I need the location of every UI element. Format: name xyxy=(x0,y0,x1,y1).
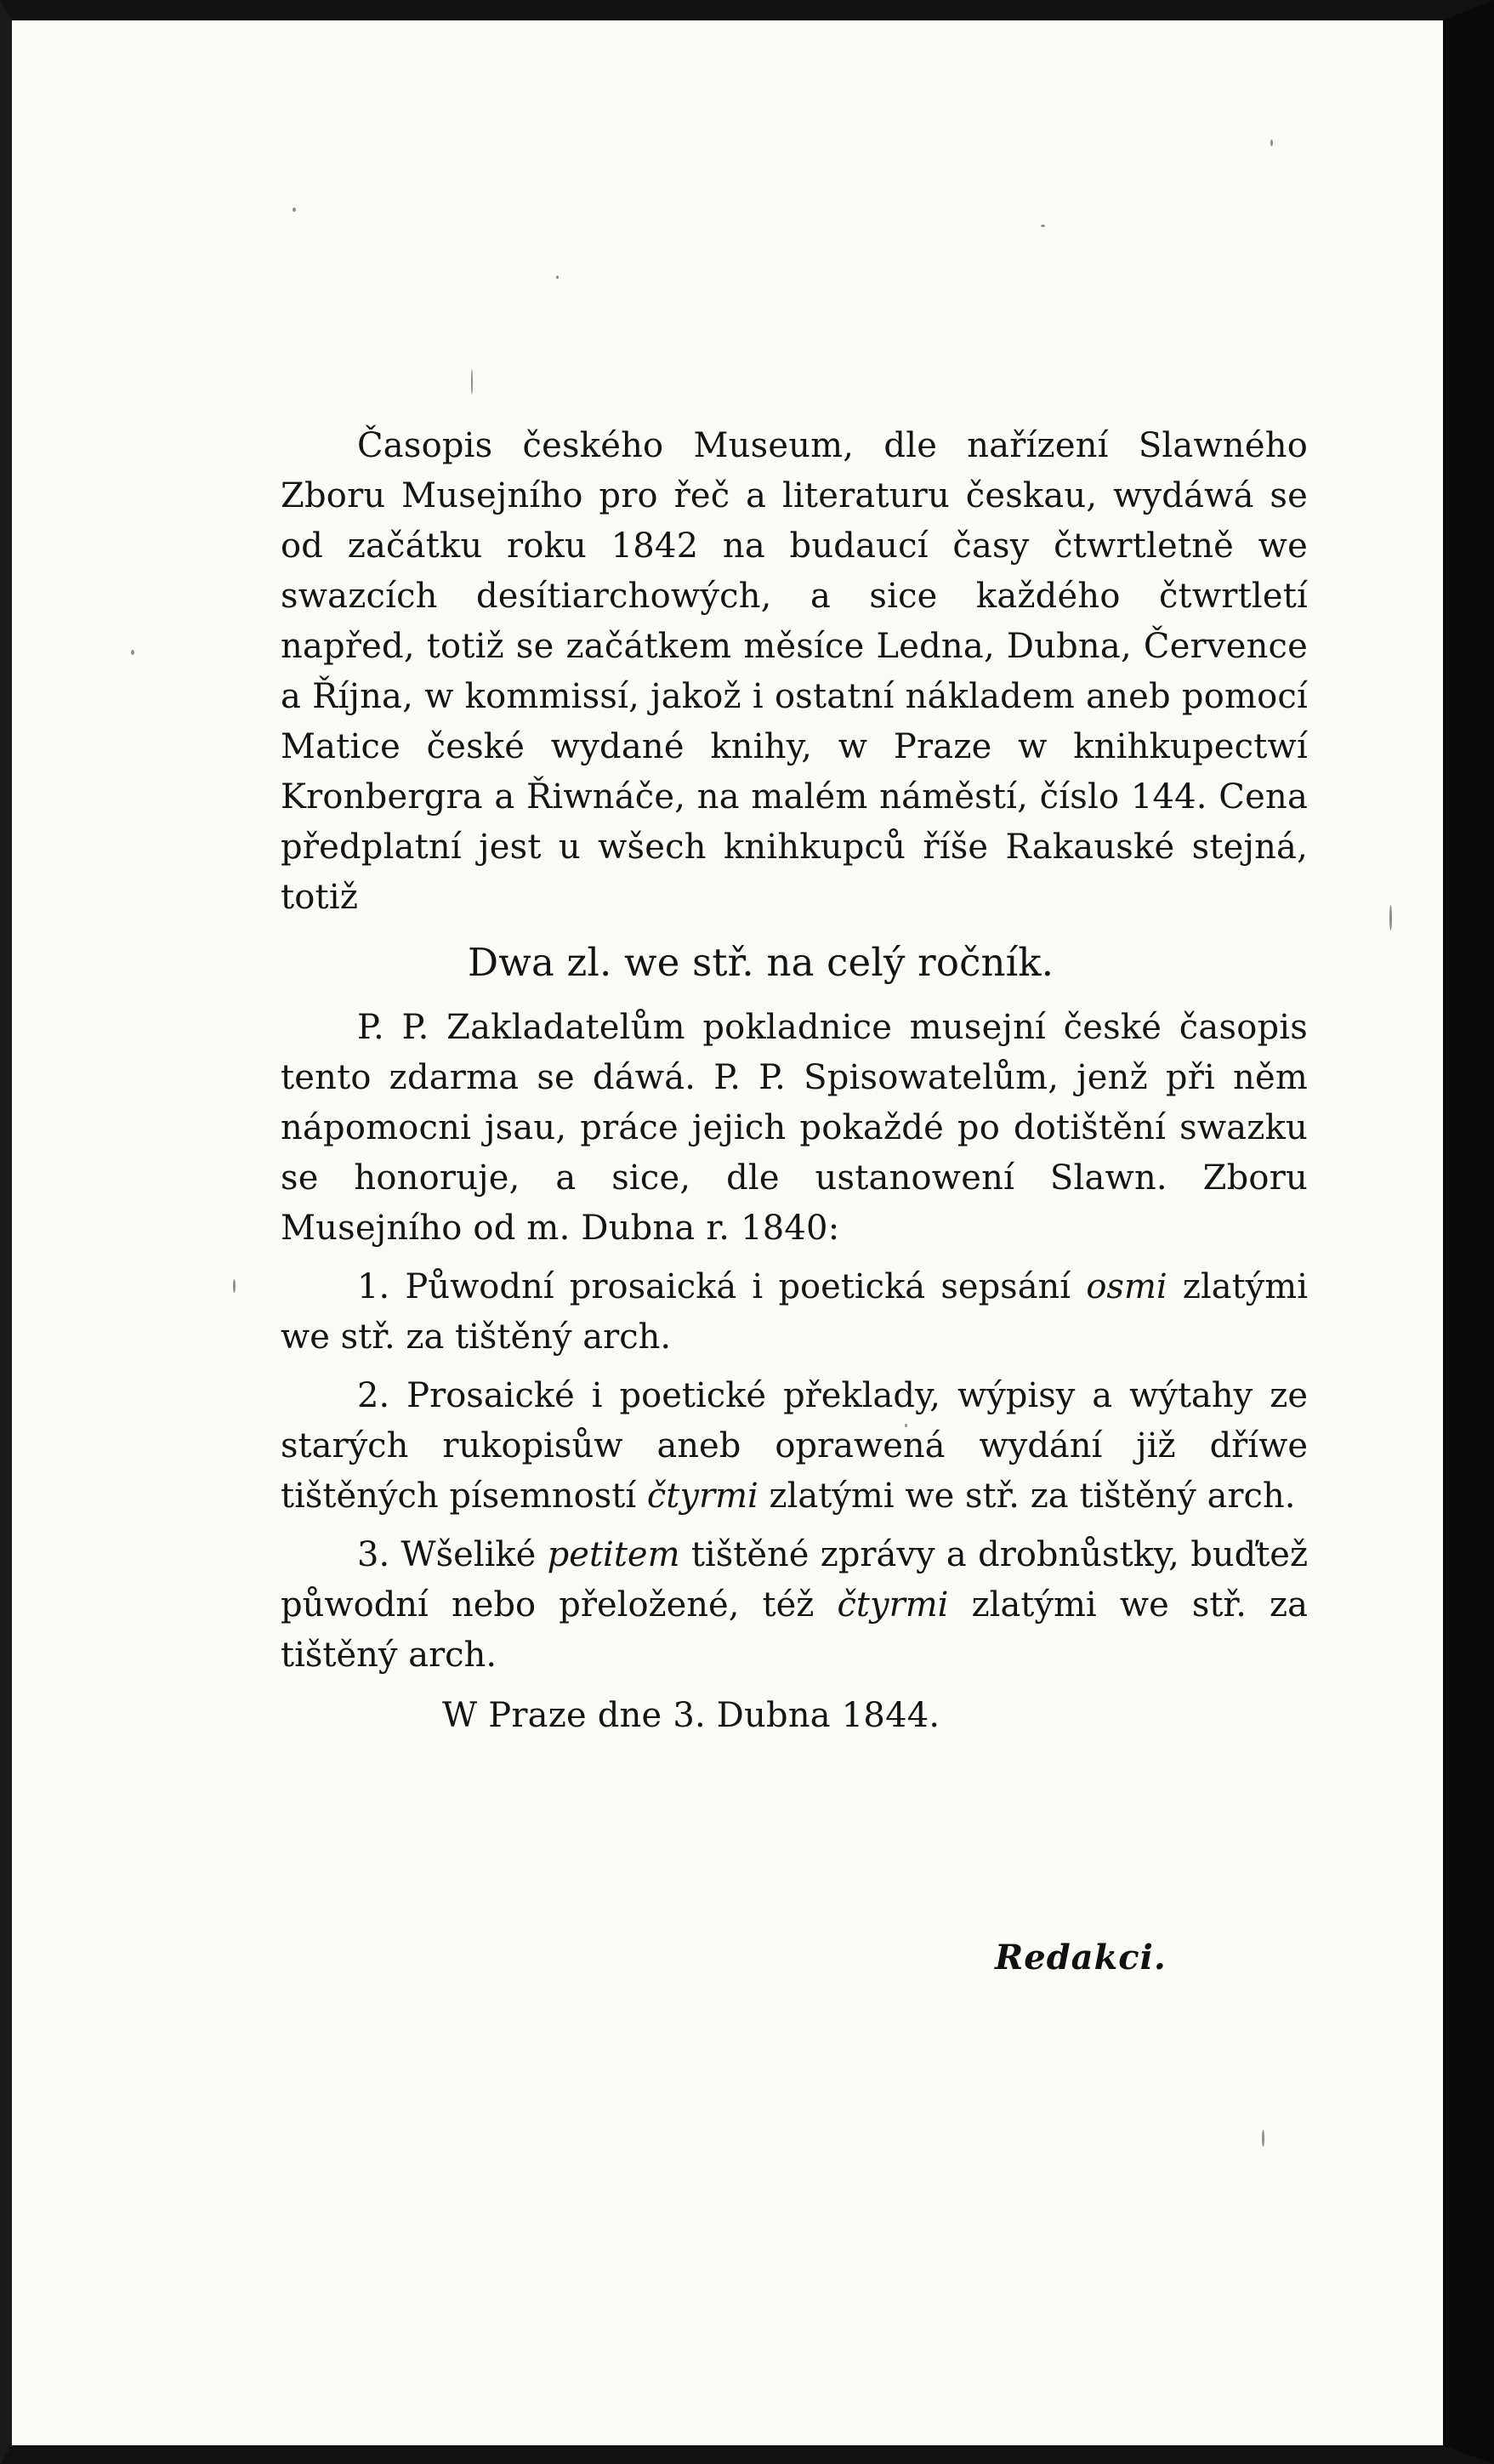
list-item xyxy=(281,1371,1308,1522)
item-text: zlatými we stř. za tištěný arch. xyxy=(769,1477,1296,1516)
item-text: Půwodní prosaická i poetická sepsání xyxy=(405,1267,1071,1306)
item-text: tištěné zprávy a drobnůstky, buďtež půwodní nebo přeložené, též xyxy=(281,1535,1309,1625)
item-number: 2. xyxy=(357,1376,390,1415)
list-item xyxy=(281,1530,1308,1681)
item-number: 3. xyxy=(357,1535,390,1574)
item-text: zlatými we stř. za tištěný arch. xyxy=(281,1267,1308,1357)
speck xyxy=(1262,2130,1264,2147)
speck xyxy=(1041,225,1045,227)
item-number: 1. xyxy=(357,1267,390,1306)
speck xyxy=(293,208,296,212)
document-body xyxy=(281,421,1308,1741)
item-text: Prosaické i poetické překlady, wýpisy a wýtahy ze starých rukopisůw aneb oprawená wydání již dříwe tištěných písemností xyxy=(281,1376,1308,1516)
founders-paragraph: P. P. Zakladatelům pokladnice musejní české časopis tento zdarma se dáwá. P. P. Spisowatelům, jenž při něm nápomocni jsau, práce jejich pokaždé po dotištění swazku se honoruje, a sice, dle ustanowení Slawn. Zboru Musejního od m. Dubna r. 1840: xyxy=(281,1008,1308,1248)
item-emphasis: čtyrmi xyxy=(646,1477,758,1516)
item-emphasis: čtyrmi xyxy=(837,1585,949,1625)
speck xyxy=(471,369,473,395)
list-item xyxy=(281,1262,1308,1363)
item-emphasis: petitem xyxy=(547,1535,680,1574)
speck xyxy=(233,1279,236,1293)
speck xyxy=(1389,905,1392,930)
price-line: Dwa zl. we stř. na celý ročník. xyxy=(468,940,1054,985)
item-text: zlatými we stř. za tištěný arch. xyxy=(281,1585,1308,1675)
signature: Redakci. xyxy=(995,1938,1167,1977)
item-emphasis: osmi xyxy=(1086,1267,1167,1306)
speck xyxy=(131,650,134,655)
intro-paragraph: Časopis českého Museum, dle nařízení Slawného Zboru Musejního pro řeč a literaturu českau, wydáwá se od začátku roku 1842 na budaucí časy čtwrtletně we swazcích desítiarchowých, a sice každého čtwrtletí napřed, totiž se začátkem měsíce Ledna, Dubna, Července a Října, w kommissí, jakož i ostatní nákladem aneb pomocí Matice české wydané knihy, w Praze w knihkupectwí Kronbergra a Řiwnáče, na malém náměstí, číslo 144. Cena předplatní jest u wšech knihkupců říše Rakauské stejná, totiž xyxy=(281,426,1308,917)
item-text: Wšeliké xyxy=(400,1535,537,1574)
speck xyxy=(556,276,559,279)
dateline: W Praze dne 3. Dubna 1844. xyxy=(442,1696,940,1735)
speck xyxy=(1270,139,1273,146)
